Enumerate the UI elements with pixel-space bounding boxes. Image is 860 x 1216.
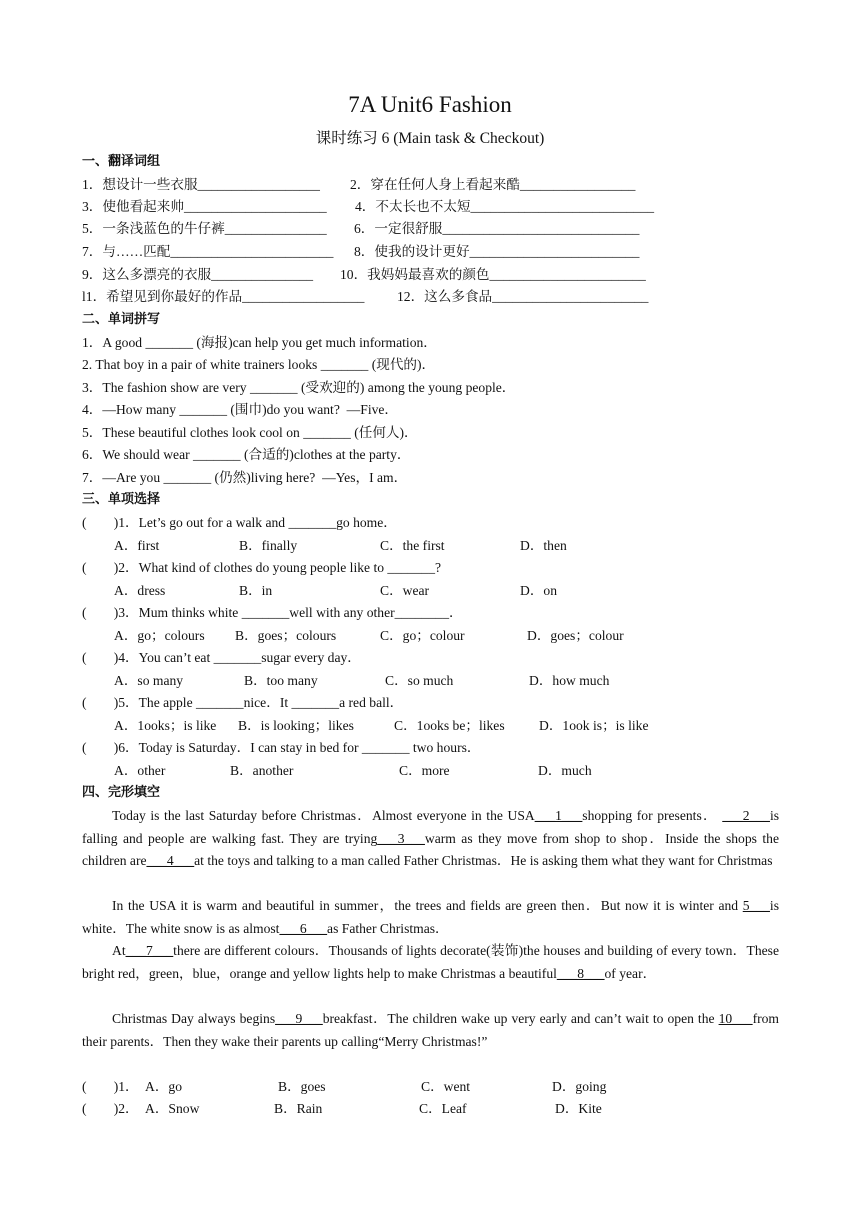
choice-question: ( )2．What kind of clothes do young people like to _______?: [82, 560, 442, 575]
section-heading-spelling: 二、单词拼写: [82, 312, 161, 327]
choice-question: ( )6．Today is Saturday．I can stay in bed for _______ two hours．: [82, 740, 481, 755]
cloze-paragraph: Today is the last Saturday before Christmas．Almost everyone in the USA___1___shopping for presents． ___2___is falling and people are walking fast. They are trying___3___warm as they move from shop to shop．Inside the shops the children are___4___at the toys and talking to a man called Father Christmas．He is asking them what they want for Christmas: [82, 808, 780, 868]
translation-item: 6．一定很舒服_____________________________: [354, 221, 640, 236]
cloze-blank: 10___: [718, 1011, 753, 1026]
page-subtitle: 课时练习 6 (Main task & Checkout): [315, 130, 545, 147]
translation-item: 9．这么多漂亮的衣服_______________: [82, 267, 314, 282]
translation-item: 3．使他看起来帅_____________________: [82, 199, 327, 214]
cloze-paragraph: At___7___there are different colours．Thousands of lights decorate(装饰)the houses and building of every town．These bright red，green，blue，orange and yellow lights help to make Christmas a beautiful___8___of year．: [82, 943, 779, 981]
choice-option: B．too many: [244, 673, 318, 688]
cloze-blank: ___3___: [377, 830, 425, 846]
choice-option: B．goes；colours: [235, 628, 337, 643]
choice-option: B．goes: [278, 1079, 326, 1094]
choice-option: D．going: [552, 1079, 607, 1094]
choice-option: A．so many: [114, 673, 184, 688]
section-heading-choice: 三、单项选择: [82, 492, 161, 507]
spelling-item: 7．—Are you _______ (仍然)living here? —Yes，I am．: [82, 470, 408, 485]
spelling-item: 1．A good _______ (海报)can help you get much information．: [82, 335, 437, 350]
translation-item: 8．使我的设计更好_________________________: [354, 244, 640, 259]
choice-option: D．goes；colour: [527, 628, 624, 643]
translation-item: 12．这么多食品_______________________: [397, 289, 649, 304]
choice-option: C．wear: [380, 583, 430, 598]
choice-option: A．Snow: [145, 1101, 200, 1116]
choice-option: B．another: [230, 763, 294, 778]
page-title: 7A Unit6 Fashion: [348, 92, 512, 117]
cloze-blank: 5___: [742, 898, 770, 913]
choice-option: B．Rain: [274, 1101, 323, 1116]
choice-option: A．first: [114, 538, 160, 553]
choice-option: A．go: [145, 1079, 183, 1094]
choice-option: C．the first: [380, 538, 445, 553]
choice-option: D．how much: [529, 673, 610, 688]
choice-option: A．1ooks；is like: [114, 718, 217, 733]
translation-item: 4．不太长也不太短___________________________: [355, 199, 655, 214]
choice-option: A．dress: [114, 583, 166, 598]
translation-item: 1．想设计一些衣服__________________: [82, 177, 320, 192]
choice-option: B．finally: [239, 538, 298, 553]
cloze-blank: ___2___: [722, 808, 770, 823]
cloze-blank: ___7___: [125, 943, 174, 958]
spelling-item: 5．These beautiful clothes look cool on _______ (任何人)．: [82, 425, 418, 440]
choice-option: C．go；colour: [380, 628, 465, 643]
choice-option: C．1ooks be；likes: [394, 718, 505, 733]
choice-option: D．then: [520, 538, 567, 553]
choice-question: ( )1．Let’s go out for a walk and _______go home．: [82, 515, 397, 530]
choice-option: A．go；colours: [114, 628, 205, 643]
translation-item: l1．希望见到你最好的作品__________________: [82, 289, 365, 304]
translation-item: 7．与……匹配________________________: [82, 244, 334, 259]
cloze-blank: ___1___: [534, 808, 583, 823]
choice-option: D．on: [520, 583, 558, 598]
choice-option: C．more: [399, 763, 450, 778]
choice-question: ( )3．Mum thinks white _______well with any other________．: [82, 605, 463, 620]
choice-option: C．so much: [385, 673, 454, 688]
cloze-paragraph: Christmas Day always begins___9___breakfast．The children wake up very early and can’t wait to open the 10___from their parents．Then they wake their parents up calling“Merry Christmas!”: [82, 1011, 779, 1049]
choice-option: C．went: [421, 1079, 471, 1094]
choice-question: ( )5．The apple _______nice．It _______a red ball．: [82, 695, 404, 710]
choice-option: B．in: [239, 583, 273, 598]
translation-item: 2．穿在任何人身上看起来酷_________________: [350, 177, 636, 192]
spelling-item: 2. That boy in a pair of white trainers looks _______ (现代的)．: [82, 357, 436, 372]
spelling-item: 4．—How many _______ (围巾)do you want? —Five．: [82, 402, 399, 417]
cloze-question: ( )2．: [82, 1101, 139, 1116]
choice-option: D．much: [538, 763, 592, 778]
choice-option: B．is looking；likes: [238, 718, 354, 733]
choice-option: D．Kite: [555, 1101, 602, 1116]
cloze-paragraph: In the USA it is warm and beautiful in summer，the trees and fields are green then．But now it is winter and 5___is white．The white snow is as almost___6___as Father Christmas．: [82, 898, 779, 936]
spelling-item: 6．We should wear _______ (合适的)clothes at the party．: [82, 447, 411, 462]
spelling-item: 3．The fashion show are very _______ (受欢迎的) among the young people．: [82, 380, 516, 395]
translation-item: 10．我妈妈最喜欢的颜色_______________________: [340, 267, 646, 282]
section-heading-cloze: 四、完形填空: [82, 785, 161, 800]
section-heading-translation: 一、翻译词组: [82, 154, 161, 169]
translation-item: 5．一条浅蓝色的牛仔裤_______________: [82, 221, 327, 236]
choice-option: C．Leaf: [419, 1101, 467, 1116]
choice-question: ( )4．You can’t eat _______sugar every day．: [82, 650, 361, 665]
cloze-blank: ___8___: [556, 965, 605, 981]
cloze-blank: ___6___: [279, 920, 328, 936]
choice-option: D．1ook is；is like: [539, 718, 649, 733]
cloze-question: ( )1．: [82, 1079, 139, 1094]
cloze-blank: ___4___: [146, 853, 195, 868]
choice-option: A．other: [114, 763, 166, 778]
cloze-blank: ___9___: [275, 1011, 323, 1026]
